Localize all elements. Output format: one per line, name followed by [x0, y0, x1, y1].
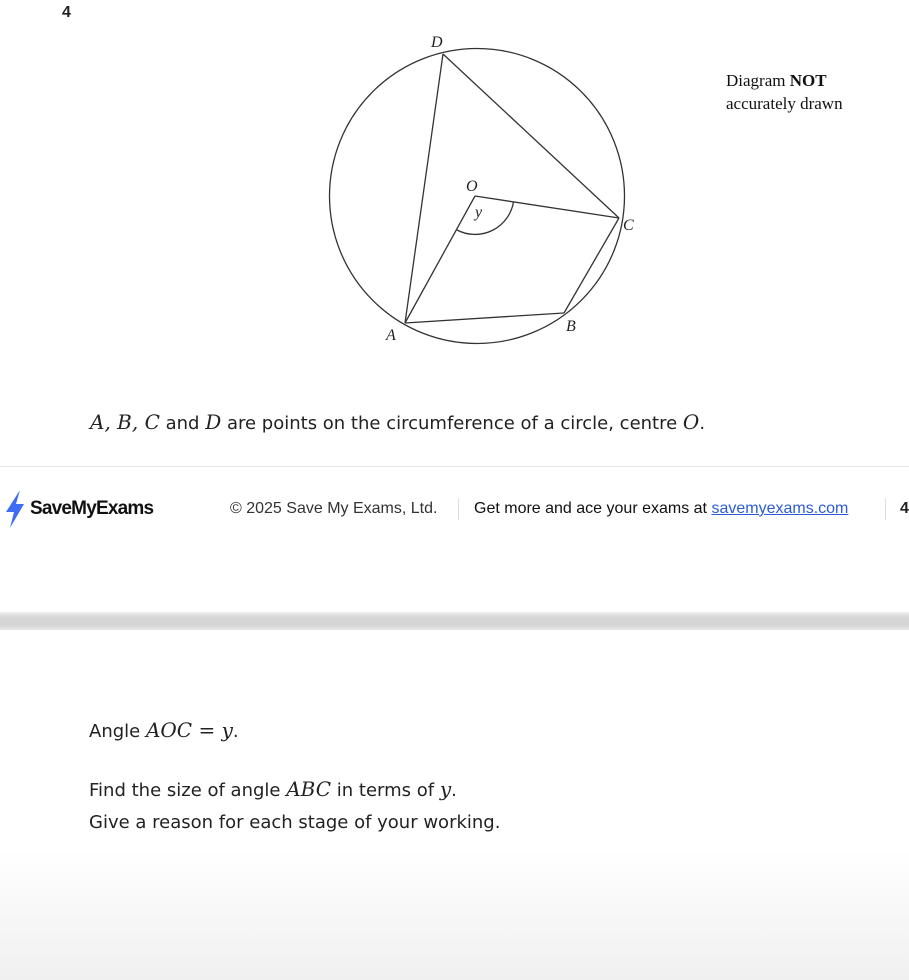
page-footer: [0, 490, 909, 530]
text: in terms of: [331, 780, 440, 801]
radius-oc: [475, 196, 619, 218]
text: are points on the circumference of a circle, centre: [221, 413, 683, 434]
label-y: y: [475, 204, 483, 221]
radius-oa: [405, 196, 475, 323]
footer-cta: [474, 500, 848, 518]
separator: [885, 498, 886, 520]
angle-arc: [457, 202, 514, 234]
brand-name: SaveMyExams: [30, 498, 154, 519]
diagram-note: [726, 69, 843, 115]
math-y: y: [439, 777, 452, 801]
find-instruction: [89, 777, 457, 801]
text: .: [232, 721, 239, 742]
angle-given: [89, 718, 239, 742]
label-c: C: [623, 217, 634, 234]
chord-ba: [405, 313, 564, 323]
text: Find the size of angle: [89, 780, 287, 801]
math-vars: A, B, C: [90, 410, 160, 434]
math-aoc: AOC = y: [145, 718, 233, 742]
savemyexams-link[interactable]: savemyexams.com: [711, 500, 849, 517]
separator: [458, 498, 459, 520]
math-d: D: [205, 410, 222, 434]
divider: [0, 466, 909, 467]
label-d: D: [431, 34, 443, 51]
cta-text: Get more and ace your exams at: [474, 500, 712, 517]
label-a: A: [386, 327, 396, 344]
text: and: [159, 413, 206, 434]
copyright: © 2025 Save My Exams, Ltd.: [230, 500, 438, 517]
problem-statement: [90, 410, 705, 434]
question-number: 4: [62, 4, 71, 21]
note-text: Diagram: [726, 71, 790, 90]
circle-diagram: [0, 0, 909, 400]
lightning-logo-icon: [4, 490, 26, 528]
text: .: [451, 780, 457, 801]
chord-ad: [405, 54, 443, 323]
text: .: [699, 413, 706, 434]
note-line2: accurately drawn: [726, 94, 843, 113]
label-b: B: [566, 318, 576, 335]
reason-instruction: Give a reason for each stage of your working.: [89, 812, 501, 833]
text: Angle: [89, 721, 146, 742]
note-bold: NOT: [789, 71, 827, 90]
bottom-fade: [0, 850, 909, 980]
page-number: 4: [900, 500, 909, 517]
math-abc: ABC: [286, 777, 332, 801]
page-gap: [0, 612, 909, 630]
math-o: O: [682, 410, 700, 434]
chord-cb: [564, 218, 619, 313]
label-o: O: [466, 178, 478, 195]
